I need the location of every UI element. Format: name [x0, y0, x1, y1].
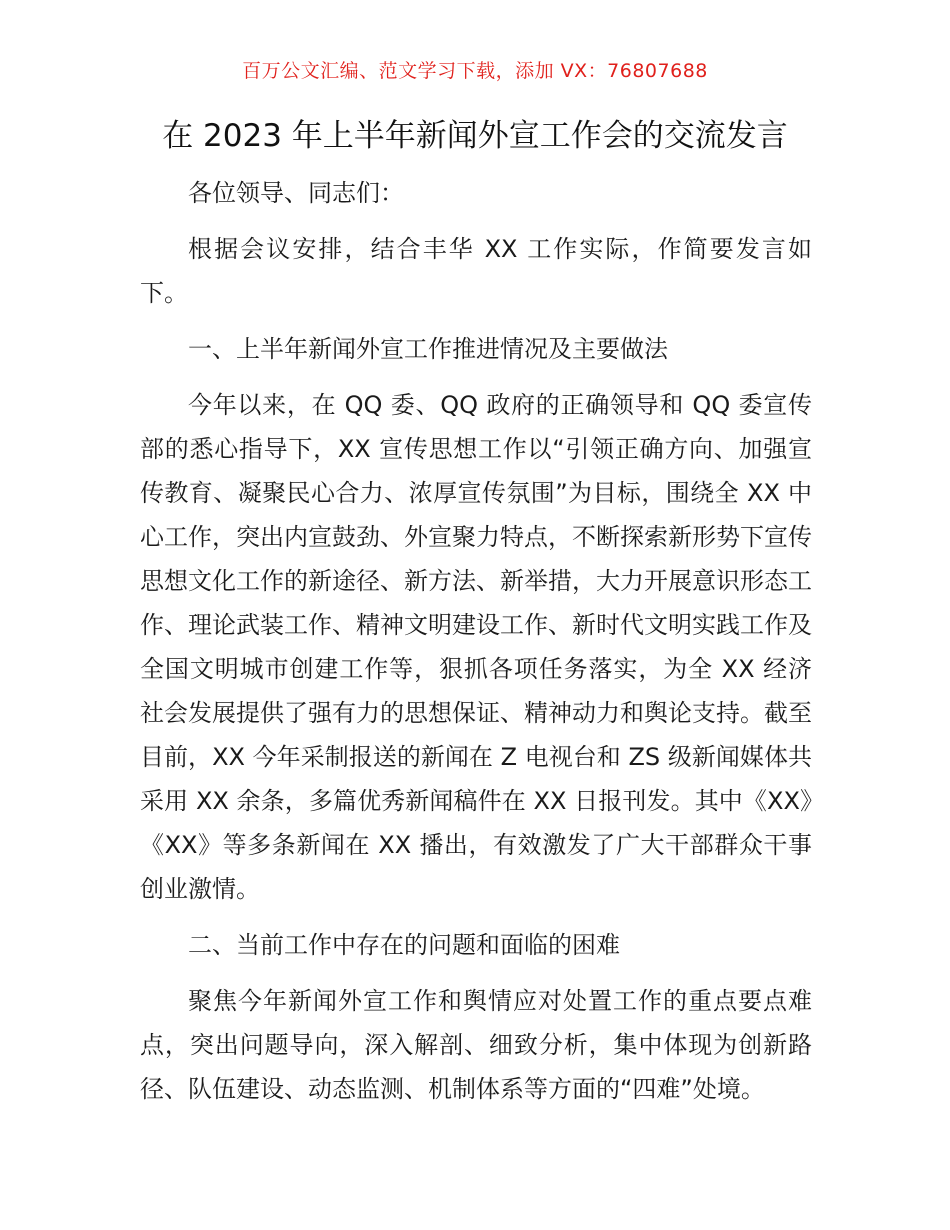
salutation: 各位领导、同志们： [188, 179, 404, 207]
section-1-heading: 一、上半年新闻外宣工作推进情况及主要做法 [188, 335, 668, 363]
intro-paragraph: 根据会议安排，结合丰华 XX 工作实际，作简要发言如下。 [140, 235, 812, 307]
header-watermark-note: 百万公文汇编、范文学习下载，添加 VX：76807688 [242, 60, 708, 82]
section-2-heading: 二、当前工作中存在的问题和面临的困难 [188, 931, 620, 959]
document-title: 在 2023 年上半年新闻外宣工作会的交流发言 [162, 118, 788, 154]
section-2-paragraph: 聚焦今年新闻外宣工作和舆情应对处置工作的重点要点难点，突出问题导向，深入解剖、细致分析，集中体现为创新路径、队伍建设、动态监测、机制体系等方面的“四难”处境。 [140, 987, 812, 1103]
section-1-paragraph: 今年以来，在 QQ 委、QQ 政府的正确领导和 QQ 委宣传部的悉心指导下，XX 宣传思想工作以“引领正确方向、加强宣传教育、凝聚民心合力、浓厚宣传氛围”为目标，围绕全 XX 中心工作，突出内宣鼓劲、外宣聚力特点，不断探索新形势下宣传思想文化工作的新途径、新方法、新举措，大力开展意识形态工作、理论武装工作、精神文明建设工作、新时代文明实践工作及全国文明城市创建工作等，狠抓各项任务落实，为全 XX 经济社会发展提供了强有力的思想保证、精神动力和舆论支持。截至目前，XX 今年采制报送的新闻在 Z 电视台和 ZS 级新闻媒体共采用 XX 余条，多篇优秀新闻稿件在 XX 日报刊发。其中《XX》《XX》等多条新闻在 XX 播出，有效激发了广大干部群众干事创业激情。 [140, 391, 812, 903]
document-body [140, 171, 812, 1123]
